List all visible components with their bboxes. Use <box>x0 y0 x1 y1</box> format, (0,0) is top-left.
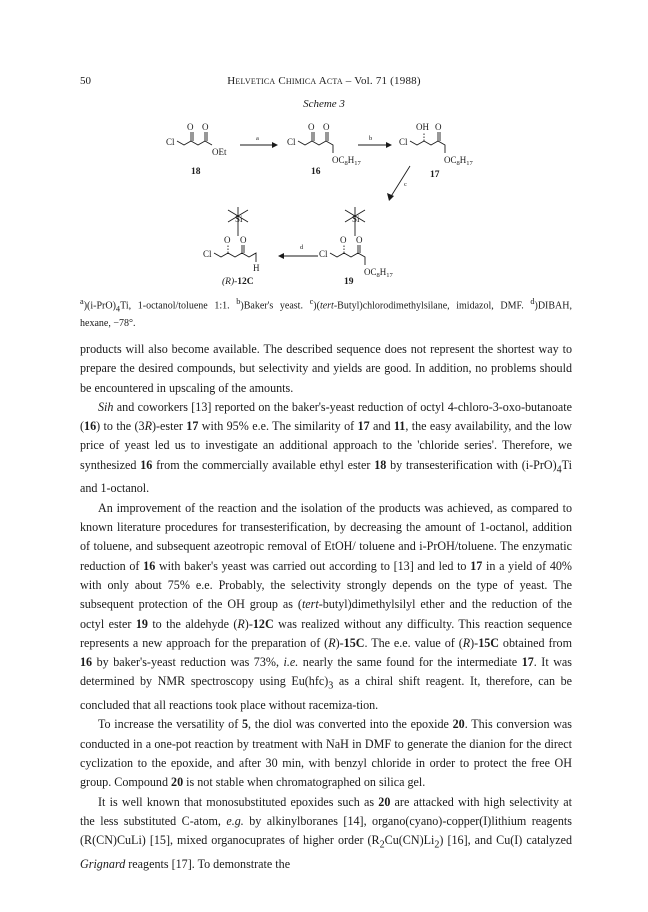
atom-cl-17: Cl <box>399 137 408 147</box>
chain-19 <box>330 253 365 265</box>
paragraph-4: To increase the versatility of 5, the diol was converted into the epoxide 20. This conversion was conducted in a one-pot reaction by treatment with NaH in DMF to generate the dianion for the direct cyclization to the epoxide, and after 30 min, with benzyl chloride in order to protect the free OH group. Compound 20 is not stable when chromatographed on silica gel. <box>80 717 573 790</box>
step-a: a <box>256 135 259 142</box>
step-d: d <box>300 244 304 251</box>
atom-o-19b: O <box>356 235 363 245</box>
step-b: b <box>369 135 373 142</box>
atom-oet-18: OEt <box>212 147 227 157</box>
atom-cl-16: Cl <box>287 137 296 147</box>
journal-volume: Vol. 71 (1988) <box>354 75 421 87</box>
atom-o-18a: O <box>187 122 194 132</box>
page-number: 50 <box>80 75 91 87</box>
arrowhead-b <box>386 142 392 148</box>
atom-o-16a: O <box>308 122 315 132</box>
atom-si-12c: Si <box>235 214 243 224</box>
atom-o-16b: O <box>323 122 330 132</box>
atom-h-12c: H <box>253 263 260 273</box>
atom-cl-12c: Cl <box>203 249 212 259</box>
atom-oc8h17-16: $OC_8H_{17}$ <box>332 155 361 167</box>
atom-o-12c-b: O <box>240 235 247 245</box>
atom-o-19a: O <box>340 235 347 245</box>
compound-12c: (R)-12C <box>222 277 254 287</box>
paragraph-5: It is well known that monosubstituted epoxides such as 20 are attacked with high selectivity at the less substituted C-atom, e.g. by alkinylboranes [14], organo(cyano)-copper(I)lithium reagents (R(CN)CuLi) [15], mixed organocuprates of higher order $(R_2Cu(CN)Li_2)$ [16], and Cu(I) catalyzed Grignard reagents [17]. To demonstrate the <box>80 794 573 871</box>
reaction-scheme <box>0 0 648 290</box>
step-c: c <box>404 181 407 188</box>
atom-si-19: Si <box>352 214 360 224</box>
running-head: Helvetica Chimica Acta – Vol. 71 (1988) <box>227 75 421 87</box>
compound-16: 16 <box>311 167 321 177</box>
compound-18: 18 <box>191 167 201 177</box>
arrow-c <box>390 166 410 198</box>
atom-oh-17: OH <box>416 122 429 132</box>
atom-o-12c-a: O <box>224 235 231 245</box>
arrowhead-d <box>278 253 284 259</box>
journal-name: Helvetica Chimica Acta <box>227 75 343 87</box>
arrowhead-c <box>387 193 394 201</box>
paragraph-2: Sih and coworkers [13] reported on the baker's-yeast reduction of octyl 4-chloro-3-oxo-butanoate (16) to the (3R)-ester 17 with 95% e.e. The similarity of 17 and 11, the easy availability, and the low price of yeast led us to investigate an additional approach to the 'chloride series'. Therefore, we synthesized 16 from the commercially available ethyl ester 18 by transesterification with $(i-PrO)_4Ti$ and 1-octanol. <box>80 399 572 496</box>
chain-12c <box>214 253 256 262</box>
arrowhead-a <box>272 142 278 148</box>
scheme-title: Scheme 3 <box>303 98 345 110</box>
body-text <box>80 340 572 874</box>
atom-oc8h17-17: $OC_8H_{17}$ <box>444 155 473 167</box>
atom-o-18b: O <box>202 122 209 132</box>
atom-cl-18: Cl <box>166 137 175 147</box>
paragraph-3: An improvement of the reaction and the isolation of the products was achieved, as compared to known literature procedures for transesterification, by decreasing the amount of 1-octanol, addition of toluene, and subsequent azeotropic removal of EtOH/ toluene and i-PrOH/toluene. The enzymatic reduction of 16 with baker's yeast was carried out according to [13] and led to 17 in a yield of 40% with only about 75% e.e. Probably, the selectivity strongly depends on the type of yeast. The subsequent protection of the OH group as (tert-butyl)dimethylsilyl ether and the reduction of the octyl ester 19 to the aldehyde (R)-12C was realized without any difficulty. This reaction sequence represents a new approach for the preparation of (R)-15C. The e.e. value of (R)-15C obtained from 16 by baker's-yeast reduction was 73%, i.e. nearly the same found for the intermediate 17. It was determined by NMR spectroscopy using $Eu(hfc)_3$ as a chiral shift reagent. It, therefore, can be concluded that all reactions took place without racemiza-tion. <box>80 500 573 713</box>
compound-19: 19 <box>344 277 354 287</box>
scheme-footnote: $^a)(i-PrO)_4Ti$, 1-octanol/toluene 1:1. $^b$)Baker's yeast. $^c$)(tert-Butyl)chlorodimethylsilane, imidazol, DMF. $^d$)DIBAH, hexane, −78°. <box>80 297 572 330</box>
atom-oc8h17-19: $OC_8H_{17}$ <box>364 267 393 279</box>
chain-16 <box>298 141 333 153</box>
chain-17 <box>410 141 445 153</box>
atom-o-17: O <box>435 122 442 132</box>
compound-17: 17 <box>430 170 440 180</box>
paragraph-1: products will also become available. The described sequence does not represent the shortest way to prepare the desired compounds, but selectivity and yields are good. In addition, no problems should be encountered in upscaling of the amounts. <box>80 342 572 395</box>
chain-18 <box>177 141 212 145</box>
atom-cl-19: Cl <box>319 249 328 259</box>
